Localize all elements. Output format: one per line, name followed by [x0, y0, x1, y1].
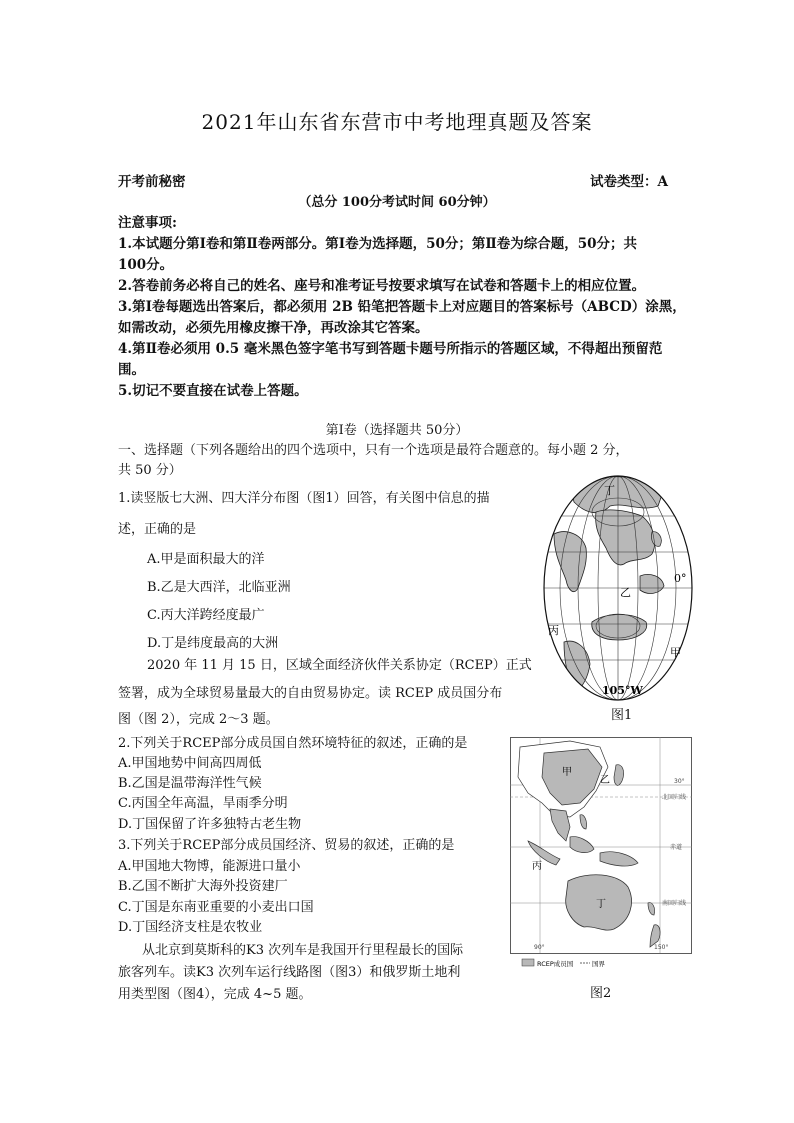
fig2-lon-90: 90°	[534, 944, 545, 951]
figure-1-caption: 图1	[611, 708, 633, 723]
figure-1-world-map	[540, 472, 696, 704]
note-line: 3.第Ⅰ卷每题选出答案后，都必须用 2B 铅笔把答题卡上对应题目的答案标号（ABCD）涂黑，	[118, 299, 686, 315]
intro-q2-3: 签署，成为全球贸易量最大的自由贸易协定。读 RCEP 成员国分布	[118, 686, 503, 701]
paper-type: 试卷类型：A	[590, 174, 668, 190]
q3-stem: 3.下列关于RCEP部分成员国经济、贸易的叙述，正确的是	[118, 838, 455, 853]
section-instruction: 一、选择题（下列各题给出的四个选项中，只有一个选项是最符合题意的。每小题 2 分，	[118, 443, 629, 458]
figure-2-caption: 图2	[590, 986, 612, 1001]
q1-stem: 1.读竖版七大洲、四大洋分布图（图1）回答，有关图中信息的描	[118, 491, 490, 506]
notes	[118, 213, 688, 402]
fig1-label-ding: 丁	[604, 484, 615, 497]
fig1-label-longitude: 105°W	[602, 684, 643, 697]
fig2-lon-150: 150°	[654, 944, 669, 951]
fig1-label-equator: 0°	[674, 572, 687, 585]
note-line: 5.切记不要直接在试卷上答题。	[118, 383, 308, 399]
note-line: 4.第Ⅱ卷必须用 0.5 毫米黑色签字笔书写到答题卡题号所指示的答题区域，不得超出预留范	[118, 341, 663, 357]
q1-option-d: D.丁是纬度最高的大洲	[147, 636, 279, 651]
fig2-tropic-north: 北回归线	[662, 794, 687, 801]
note-line: 1.本试题分第Ⅰ卷和第Ⅱ卷两部分。第Ⅰ卷为选择题，50分；第Ⅱ卷为综合题，50分；共	[118, 236, 638, 252]
fig2-label-jia: 甲	[562, 767, 572, 778]
q1-stem: 述，正确的是	[118, 522, 197, 537]
figure-2-rcep-map	[510, 737, 692, 973]
q1-option-a: A.甲是面积最大的洋	[147, 552, 265, 567]
note-line: 2.答卷前务必将自己的姓名、座号和准考证号按要求填写在试卷和答题卡上的相应位置。	[118, 278, 646, 294]
fig2-legend-border: 国界	[592, 960, 605, 968]
q2-option-b: B.乙国是温带海洋性气候	[118, 776, 262, 791]
note-line: 如需改动，必须先用橡皮擦干净，再改涂其它答案。	[118, 320, 429, 336]
fig1-label-bing: 丙	[548, 624, 559, 637]
intro-q2-3: 2020 年 11 月 15 日，区域全面经济伙伴关系协定（RCEP）正式	[147, 658, 532, 673]
q2-stem: 2.下列关于RCEP部分成员国自然环境特征的叙述，正确的是	[118, 736, 468, 751]
fig2-tropic-south: 南回归线	[662, 900, 687, 907]
fig2-legend-member: RCEP成员国	[537, 960, 574, 968]
fig2-label-yi: 乙	[600, 775, 610, 786]
fig2-lat-30: 30°	[674, 778, 685, 785]
intro-q2-3: 图（图 2），完成 2～3 题。	[118, 712, 279, 727]
intro-q4-5: 从北京到莫斯科的K3 次列车是我国开行里程最长的国际	[142, 943, 464, 958]
fig2-label-ding: 丁	[596, 899, 606, 910]
q2-option-a: A.甲国地势中间高四周低	[118, 756, 262, 771]
fig2-legend-swatch	[522, 959, 534, 966]
fig1-label-yi: 乙	[620, 586, 631, 599]
fig2-label-bing: 丙	[532, 861, 542, 872]
q2-option-d: D.丁国保留了许多独特古老生物	[118, 817, 302, 832]
page-title: 2021年山东省东营市中考地理真题及答案	[201, 110, 593, 134]
secret-label: 开考前秘密	[118, 174, 186, 190]
intro-q4-5: 旅客列车。读K3 次列车运行线路图（图3）和俄罗斯土地利	[118, 965, 461, 980]
fig2-equator: 赤道	[670, 844, 683, 851]
intro-q4-5: 用类型图（图4），完成 4~5 题。	[118, 987, 312, 1002]
q1-option-c: C.丙大洋跨经度最广	[147, 608, 265, 623]
q1-option-b: B.乙是大西洋，北临亚洲	[147, 580, 291, 595]
notes-heading: 注意事项:	[118, 215, 177, 231]
q3-option-c: C.丁国是东南亚重要的小麦出口国	[118, 900, 314, 915]
section-instruction: 共 50 分）	[118, 463, 182, 478]
score-time: （总分 100分考试时间 60分钟）	[298, 195, 496, 210]
q3-option-d: D.丁国经济支柱是农牧业	[118, 920, 263, 935]
q3-option-a: A.甲国地大物博，能源进口量小	[118, 859, 301, 874]
note-line: 100分。	[118, 257, 174, 273]
q3-option-b: B.乙国不断扩大海外投资建厂	[118, 879, 288, 894]
section-title: 第Ⅰ卷（选择题共 50分）	[325, 423, 469, 438]
fig1-label-jia: 甲	[670, 646, 681, 659]
q2-option-c: C.丙国全年高温，旱雨季分明	[118, 796, 288, 811]
note-line: 围。	[118, 362, 145, 378]
